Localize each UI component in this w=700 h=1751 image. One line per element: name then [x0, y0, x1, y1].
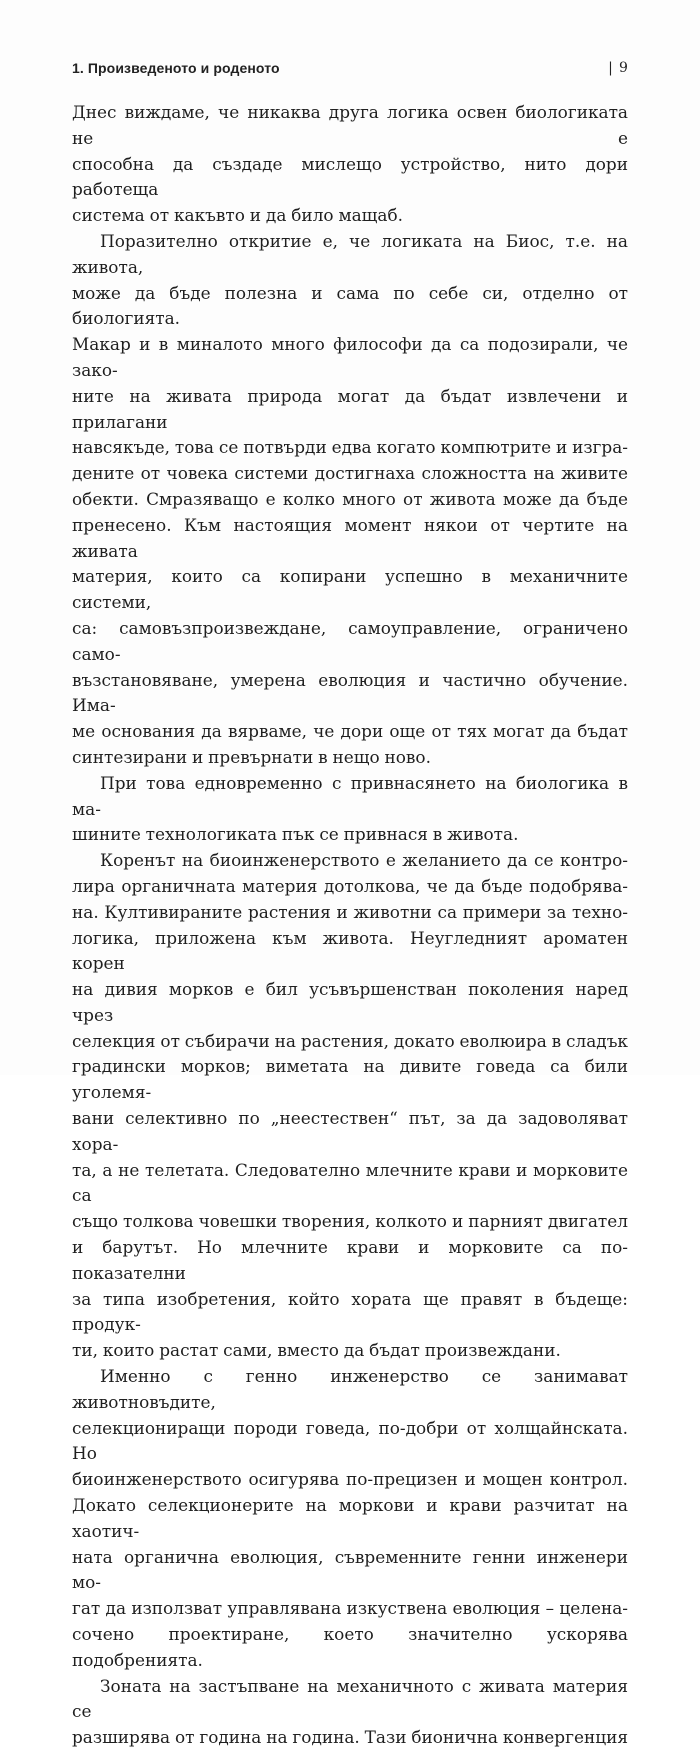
text-line: селекциониращи породи говеда, по-добри от холщайнската. Но: [72, 1417, 628, 1464]
text-line: ме основания да вярваме, че дори още от тях могат да бъдат: [72, 721, 628, 742]
text-line: и барутът. Но млечните крави и морковите са по-показателни: [72, 1237, 628, 1283]
text-line: градински морков; виметата на дивите говеда са били уголемя-: [72, 1056, 628, 1103]
chapter-title: 1. Произведеното и роденото: [72, 60, 280, 76]
text-line: също толкова човешки творения, колкото и парният двигател: [72, 1211, 628, 1232]
page-folio: [608, 60, 628, 76]
text-line: логика, приложена към живота. Неугледният ароматен корен: [72, 927, 628, 974]
text-line: лира органичната материя дотолкова, че да бъде подобрява-: [72, 875, 628, 896]
text-line: синтезирани и превърнати в нещо ново.: [72, 746, 431, 767]
text-line: на дивия морков е бил усъвършенстван поколения наред чрез: [72, 979, 628, 1025]
text-line: разширява от година на година. Тази бионична конвергенция: [72, 1727, 628, 1748]
text-line: ти, които растат сами, вместо да бъдат произвеждани.: [72, 1340, 561, 1361]
text-line: ната органична еволюция, съвременните генни инженери мо-: [72, 1546, 628, 1593]
text-line: навсякъде, това се потвърди едва когато компютрите и изгра-: [72, 437, 628, 458]
text-line: на. Култивираните растения и животни са примери за техно-: [72, 901, 628, 922]
text-line: може да бъде полезна и сама по себе си, отделно от биологията.: [72, 282, 628, 329]
text-line: При това едновременно с привнасянето на биологика в ма-: [72, 772, 628, 819]
text-line: обекти. Смразяващо е колко много от живота може да бъде: [72, 488, 628, 509]
text-line: селекция от събирачи на растения, докато еволюира в сладък: [72, 1030, 628, 1051]
text-line: сочено проектиране, което значително ускорява подобренията.: [72, 1624, 628, 1670]
running-header: [72, 60, 628, 80]
page-number: 9: [618, 60, 628, 76]
text-line: дените от човека системи достигнаха сложността на живите: [72, 463, 628, 484]
text-line: система от какъвто и да било мащаб.: [72, 205, 403, 226]
text-line: пренесено. Към настоящия момент някои от чертите на живата: [72, 514, 628, 561]
text-line: способна да създаде мислещо устройство, нито дори работеща: [72, 153, 628, 200]
text-line: вани селективно по „неестествен“ път, за да задоволяват хора-: [72, 1108, 628, 1154]
text-line: за типа изобретения, който хората ще правят в бъдеще: продук-: [72, 1288, 628, 1335]
text-line: гат да използват управлявана изкуствена еволюция – целена-: [72, 1598, 628, 1619]
text-line: Докато селекционерите на моркови и крави разчитат на хаотич-: [72, 1495, 628, 1541]
text-line: шините технологиката пък се привнася в живота.: [72, 824, 519, 845]
text-line: възстановяване, умерена еволюция и частично обучение. Има-: [72, 669, 628, 716]
text-line: ните на живата природа могат да бъдат извлечени и прилагани: [72, 385, 628, 432]
body-text: [72, 100, 628, 1751]
text-line: Макар и в миналото много философи да са подозирали, че зако-: [72, 334, 628, 380]
text-line: Именно с генно инженерство се занимават животновъдите,: [72, 1366, 628, 1412]
text-line: Коренът на биоинженерството е желанието да се контро-: [100, 850, 628, 871]
page-separator: |: [608, 60, 613, 76]
text-line: биоинженерството осигурява по-прецизен и мощен контрол.: [72, 1469, 628, 1490]
text-line: са: самовъзпроизвеждане, самоуправление, ограничено само-: [72, 617, 628, 664]
text-line: та, а не телетата. Следователно млечните крави и морковите са: [72, 1159, 628, 1206]
text-line: Поразително откритие е, че логиката на Биос, т.е. на живота,: [72, 230, 628, 277]
text-line: Зоната на застъпване на механичното с живата материя се: [72, 1675, 628, 1722]
text-line: Днес виждаме, че никаква друга логика освен биологиката не е: [72, 102, 628, 148]
text-line: материя, които са копирани успешно в механичните системи,: [72, 566, 628, 613]
